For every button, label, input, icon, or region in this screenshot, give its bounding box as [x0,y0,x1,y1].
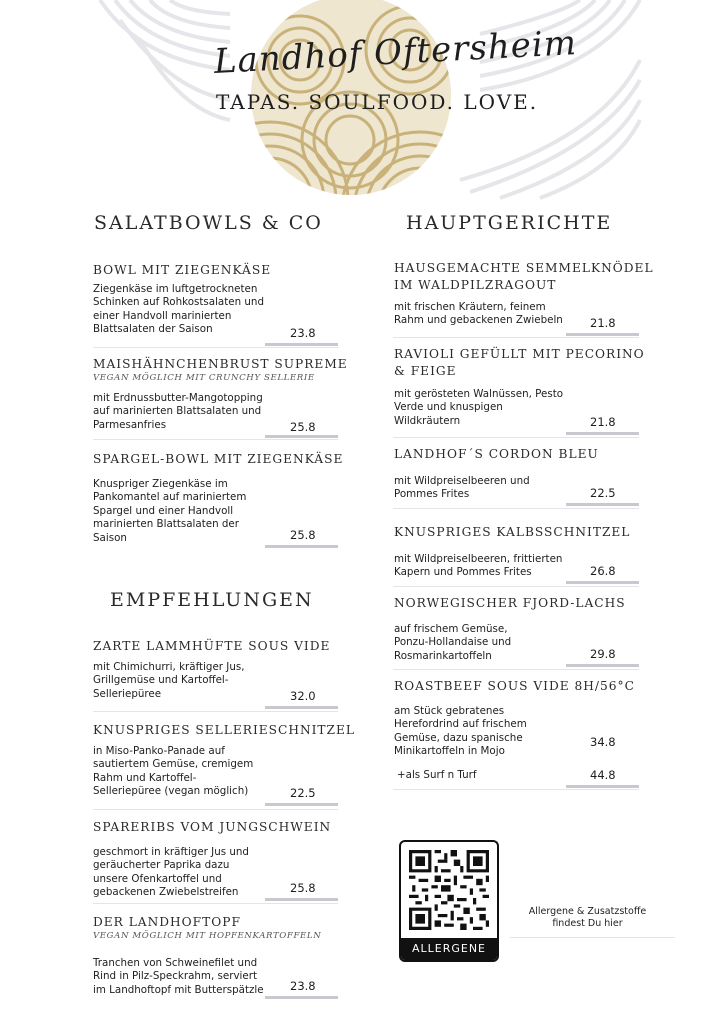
dish-title: KNUSPRIGES SELLERIESCHNITZEL [93,723,356,737]
item-separator [93,809,338,810]
brand-logo-text: Landhof Oftersheim [212,23,578,82]
dish-title: RAVIOLI GEFÜLLT MIT PECORINO & FEIGE [394,347,645,378]
item-separator [393,437,639,438]
dish-description: mit Chimichurri, kräftiger Jus, Grillgemüse und Kartoffel- Selleriepüree [93,661,245,700]
dish-price: 29.8 [590,647,616,661]
dish-price: 25.8 [290,420,316,434]
grey-arc-pattern-left [100,0,230,120]
dish-description: am Stück gebratenes Herefordrind auf frischem Gemüse, dazu spanische Minikartoffeln in Mojo [394,705,527,758]
dish-description: mit Wildpreiselbeeren und Pommes Frites [394,475,530,501]
price-underline [566,333,639,336]
dish-description: Ziegenkäse im luftgetrockneten Schinken auf Rohkostsalaten und einer Handvoll marinierten Blattsalaten der Saison [93,283,264,336]
dish-price: 34.8 [590,735,616,749]
price-underline [265,343,338,346]
price-underline [566,785,639,788]
dish-title: LANDHOF´S CORDON BLEU [394,447,599,461]
dish-price: 32.0 [290,689,316,703]
dish-description: geschmort in kräftiger Jus und geräucherter Paprika dazu unsere Ofenkartoffel und gebackenen Zwiebelstreifen [93,846,249,899]
price-underline [265,996,338,999]
section-title-salatbowls: SALATBOWLS & CO [94,212,323,234]
item-separator [93,439,338,440]
dish-description: Tranchen von Schweinefilet und Rind in Pilz-Speckrahm, serviert im Landhoftopf mit Butterspätzle [93,957,264,996]
dish-description: mit frischen Kräutern, feinem Rahm und gebackenen Zwiebeln [394,301,563,327]
dish-description: in Miso-Panko-Panade auf sautiertem Gemüse, cremigem Rahm und Kartoffel- Selleriepüree (vegan möglich) [93,745,254,798]
dish-price: 25.8 [290,881,316,895]
dish-price: 26.8 [590,564,616,578]
price-underline [566,503,639,506]
price-underline [265,803,338,806]
dish-title: ROASTBEEF SOUS VIDE 8H/56°C [394,679,635,693]
item-separator [393,789,639,790]
dish-title: BOWL MIT ZIEGENKÄSE [93,263,272,277]
section-title-hauptgerichte: HAUPTGERICHTE [406,212,613,234]
dish-description: auf frischem Gemüse, Ponzu-Hollandaise und Rosmarinkartoffeln [394,623,512,662]
price-underline [265,706,338,709]
dish-description: mit Wildpreiselbeeren, frittierten Kapern und Pommes Frites [394,553,563,579]
tagline: TAPAS. SOULFOOD. LOVE. [216,90,539,114]
dish-title: HAUSGEMACHTE SEMMELKNÖDEL IM WALDPILZRAGOUT [394,261,654,292]
section-title-empfehlungen: EMPFEHLUNGEN [110,589,314,611]
dish-description: mit gerösteten Walnüssen, Pesto Verde und knuspigen Wildkräutern [394,388,564,427]
dish-title: SPARERIBS VOM JUNGSCHWEIN [93,820,332,834]
dish-title: MAISHÄHNCHENBRUST SUPREME [93,357,348,371]
dish-price: 23.8 [290,979,316,993]
item-separator [393,337,639,338]
dish-extra-price: 44.8 [590,768,616,782]
price-underline [566,664,639,667]
price-underline [566,432,639,435]
item-separator [93,347,338,348]
price-underline [566,581,639,584]
dish-price: 22.5 [290,786,316,800]
allergene-note-underline [510,937,675,938]
allergene-note: Allergene & Zusatzstoffe findest Du hier [528,906,647,929]
dish-price: 23.8 [290,326,316,340]
dish-description: Knuspriger Ziegenkäse im Pankomantel auf mariniertem Spargel und einer Handvoll marinierten Blattsalaten der Saison [93,478,247,544]
qr-code-icon [409,850,489,930]
item-separator [393,669,639,670]
item-separator [93,903,338,904]
dish-title: NORWEGISCHER FJORD-LACHS [394,596,626,610]
dish-description: mit Erdnussbutter-Mangotopping auf marinierten Blattsalaten und Parmesanfries [93,392,263,431]
dish-subtitle: VEGAN MÖGLICH MIT CRUNCHY SELLERIE [93,373,315,383]
dish-title: DER LANDHOFTOPF [93,915,241,929]
dish-price: 22.5 [590,486,616,500]
dish-subtitle: VEGAN MÖGLICH MIT HOPFENKARTOFFELN [93,931,322,941]
dish-extra-option: +als Surf n Turf [397,769,477,781]
price-underline [265,435,338,438]
allergene-label: ALLERGENE [401,938,497,960]
dish-title: SPARGEL-BOWL MIT ZIEGENKÄSE [93,452,344,466]
dish-price: 21.8 [590,415,616,429]
dish-title: KNUSPRIGES KALBSSCHNITZEL [394,525,631,539]
dish-price: 21.8 [590,316,616,330]
price-underline [265,545,338,548]
allergene-qr-card[interactable] [399,840,499,962]
price-underline [265,898,338,901]
item-separator [93,711,338,712]
dish-title: ZARTE LAMMHÜFTE SOUS VIDE [93,639,331,653]
dish-price: 25.8 [290,528,316,542]
item-separator [393,586,639,587]
item-separator [393,508,639,509]
